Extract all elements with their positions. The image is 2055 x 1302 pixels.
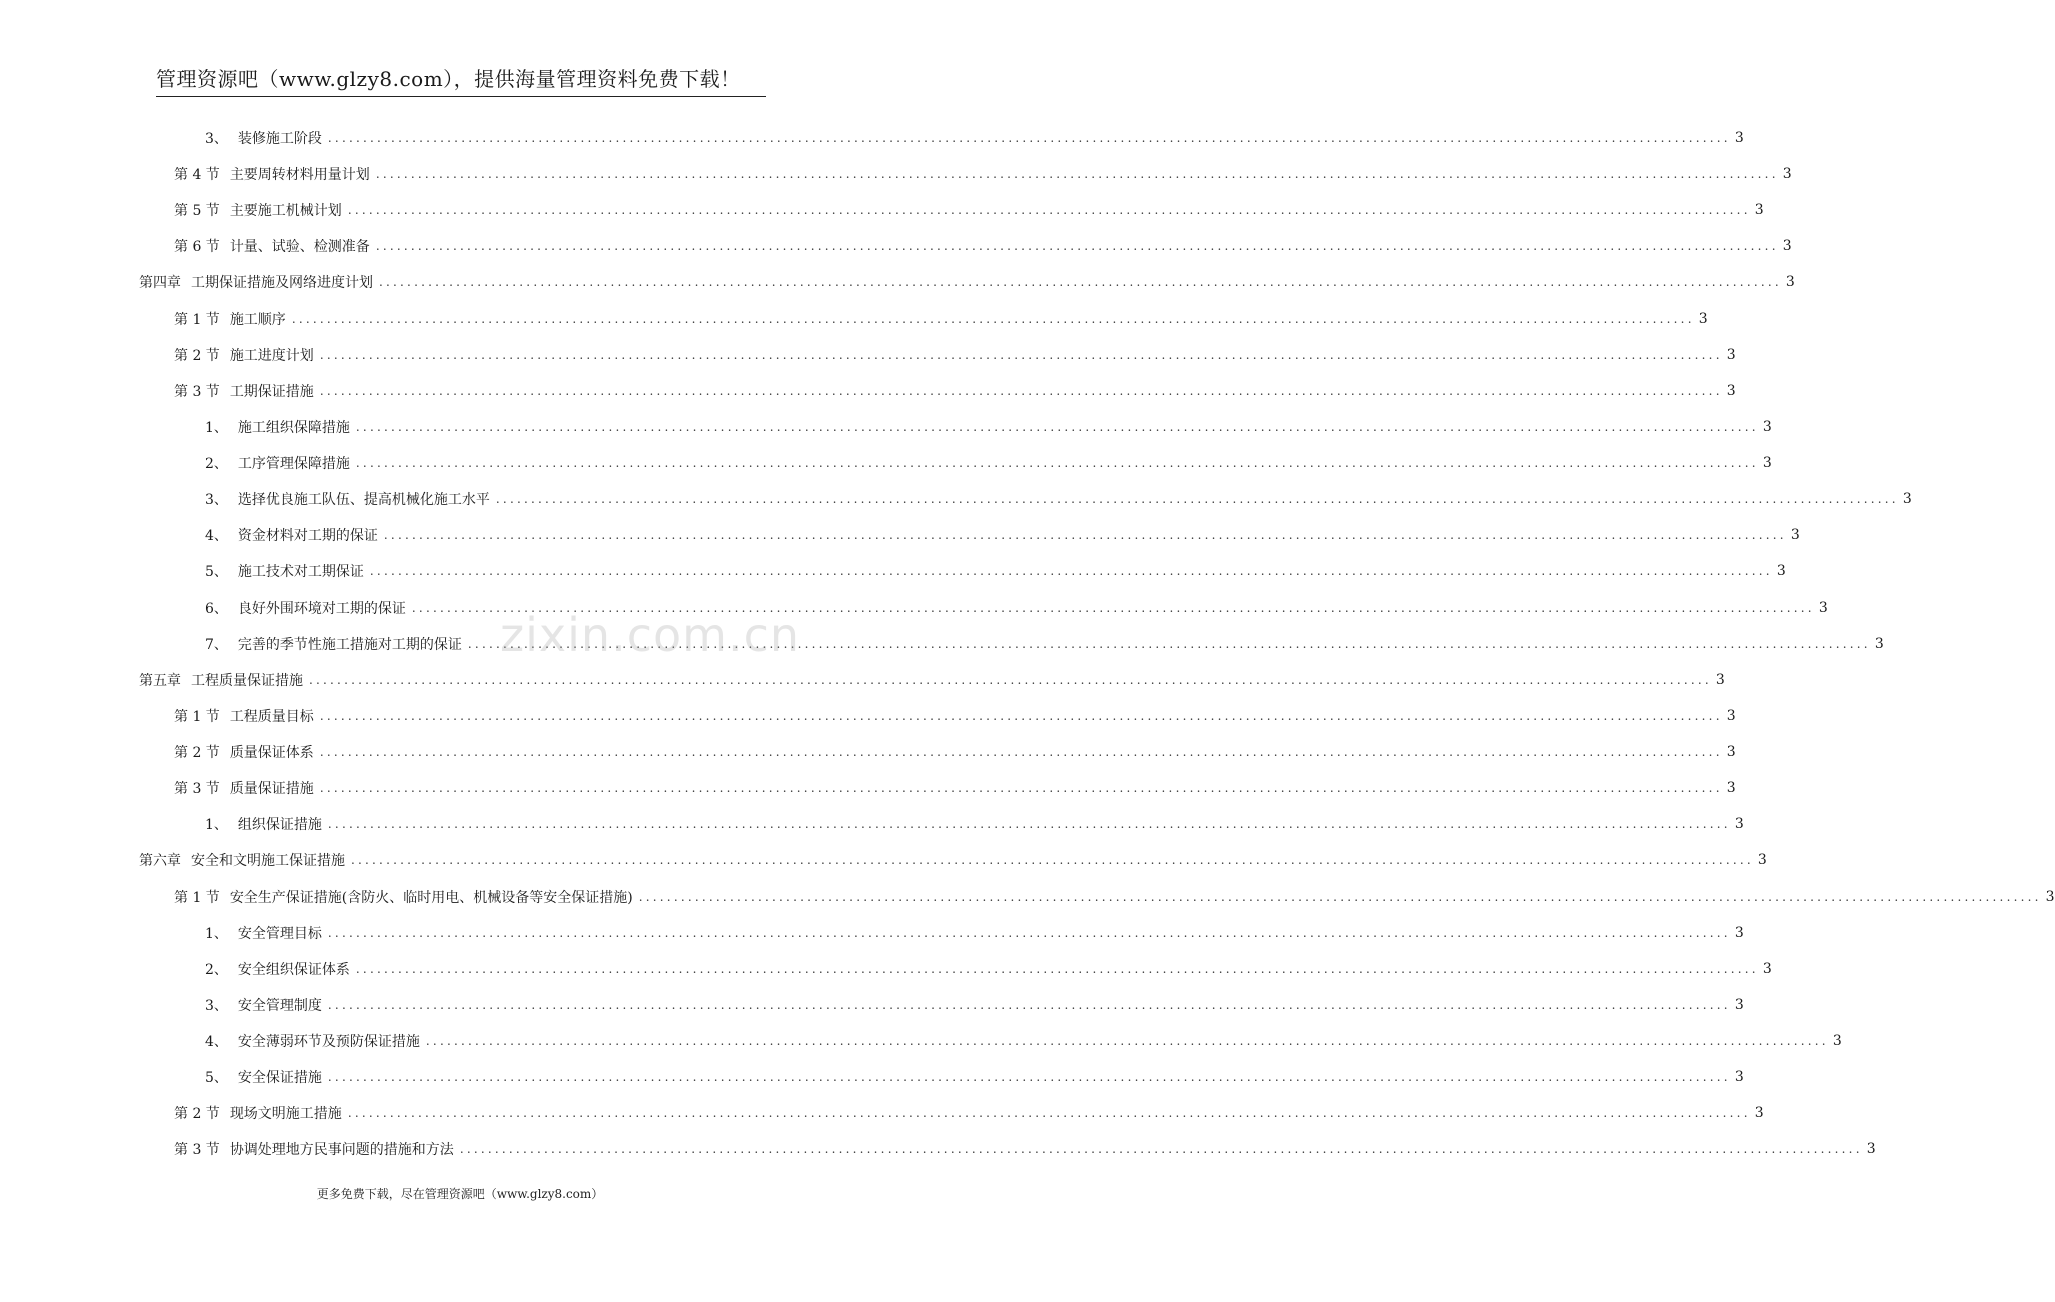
toc-entry-page: 3	[1734, 1069, 1744, 1086]
toc-entry-number: 5、	[205, 1070, 228, 1087]
toc-entry[interactable]	[0, 662, 1725, 698]
toc-entry-title: 主要施工机械计划	[229, 203, 342, 220]
toc-leader-dots: ........................................................................................................................................................................................................	[379, 275, 1782, 290]
toc-leader-dots: ........................................................................................................................................................................................................	[411, 600, 1815, 615]
toc-entry-number: 1、	[205, 419, 228, 436]
toc-entry-title: 安全组织保证体系	[237, 961, 350, 978]
toc-entry[interactable]	[0, 915, 1744, 951]
toc-entry-page: 3	[1785, 274, 1795, 291]
toc-entry-title: 施工进度计划	[229, 347, 314, 364]
toc-entry-title: 工期保证措施及网络进度计划	[191, 275, 373, 292]
toc-leader-dots: ........................................................................................................................................................................................................	[309, 672, 1712, 687]
toc-entry-title: 现场文明施工措施	[229, 1106, 342, 1123]
toc-leader-dots: ........................................................................................................................................................................................................	[459, 1142, 1863, 1157]
toc-entry-number: 7、	[205, 636, 228, 653]
toc-entry-page: 3	[1782, 238, 1792, 255]
toc-leader-dots: ........................................................................................................................................................................................................	[327, 817, 1731, 832]
toc-entry-number: 第 4 节	[174, 167, 220, 184]
toc-entry-page: 3	[1726, 382, 1736, 399]
toc-entry-page: 3	[1762, 455, 1772, 472]
toc-entry-number: 第 1 节	[174, 708, 220, 725]
toc-entry-number: 3、	[205, 997, 228, 1014]
toc-entry[interactable]	[0, 770, 1736, 806]
toc-leader-dots: ........................................................................................................................................................................................................	[375, 239, 1779, 254]
toc-entry-page: 3	[1726, 346, 1736, 363]
toc-entry-number: 第 6 节	[174, 239, 220, 256]
toc-leader-dots: ........................................................................................................................................................................................................	[467, 636, 1871, 651]
toc-entry-page: 3	[1734, 816, 1744, 833]
page-footer: 更多免费下载，尽在管理资源吧（www.glzy8.com）	[316, 1187, 604, 1201]
toc-entry-title: 质量保证体系	[229, 745, 314, 762]
toc-entry-page: 3	[1790, 527, 1800, 544]
toc-leader-dots: ........................................................................................................................................................................................................	[495, 492, 1899, 507]
toc-entry-number: 第六章	[139, 853, 181, 870]
toc-entry-number: 2、	[205, 961, 228, 978]
toc-entry[interactable]	[0, 373, 1736, 409]
toc-entry-number: 第 2 节	[174, 745, 220, 762]
toc-entry[interactable]	[0, 337, 1736, 373]
toc-leader-dots: ........................................................................................................................................................................................................	[351, 853, 1754, 868]
toc-entry-number: 4、	[205, 528, 228, 545]
toc-entry-page: 3	[1726, 744, 1736, 761]
toc-leader-dots: ........................................................................................................................................................................................................	[319, 708, 1723, 723]
toc-entry-page: 3	[1754, 1105, 1764, 1122]
toc-entry-title: 计量、试验、检测准备	[229, 239, 370, 256]
toc-entry-number: 6、	[205, 600, 228, 617]
toc-entry-page: 3	[1734, 996, 1744, 1013]
toc-entry[interactable]	[0, 734, 1736, 770]
toc-leader-dots: ........................................................................................................................................................................................................	[327, 925, 1731, 940]
toc-entry[interactable]	[0, 987, 1744, 1023]
toc-leader-dots: ........................................................................................................................................................................................................	[355, 419, 1759, 434]
toc-entry-title: 良好外围环境对工期的保证	[237, 600, 406, 617]
toc-leader-dots: ........................................................................................................................................................................................................	[291, 311, 1695, 326]
toc-entry-number: 第五章	[139, 672, 181, 689]
toc-entry-title: 施工技术对工期保证	[237, 564, 364, 581]
toc-entry[interactable]	[0, 409, 1772, 445]
toc-entry-page: 3	[1734, 924, 1744, 941]
toc-entry-page: 3	[1866, 1141, 1876, 1158]
toc-entry-page: 3	[1762, 960, 1772, 977]
toc-entry-number: 5、	[205, 564, 228, 581]
toc-entry-title: 工程质量保证措施	[191, 672, 303, 689]
toc-entry-title: 协调处理地方民事问题的措施和方法	[229, 1142, 454, 1159]
toc-entry[interactable]	[0, 806, 1744, 842]
toc-leader-dots: ........................................................................................................................................................................................................	[383, 528, 1787, 543]
toc-entry-title: 安全管理目标	[237, 925, 322, 942]
toc-entry[interactable]	[0, 264, 1795, 300]
toc-entry-title: 工期保证措施	[229, 383, 314, 400]
toc-entry[interactable]	[0, 842, 1767, 878]
toc-entry[interactable]	[0, 698, 1736, 734]
toc-entry[interactable]	[0, 1059, 1744, 1095]
toc-entry-page: 3	[1715, 671, 1725, 688]
toc-leader-dots: ........................................................................................................................................................................................................	[347, 203, 1751, 218]
toc-entry-number: 1、	[205, 817, 228, 834]
toc-entry-page: 3	[1902, 491, 1912, 508]
toc-entry-title: 组织保证措施	[237, 817, 322, 834]
toc-leader-dots: ........................................................................................................................................................................................................	[347, 1106, 1751, 1121]
toc-entry[interactable]	[0, 553, 1786, 589]
toc-leader-dots: ........................................................................................................................................................................................................	[425, 1034, 1829, 1048]
toc-entry-page: 3	[1762, 418, 1772, 435]
toc-entry-number: 第 2 节	[174, 347, 220, 364]
toc-entry-page: 3	[1818, 599, 1828, 616]
toc-entry-number: 2、	[205, 456, 228, 473]
toc-entry-title: 选择优良施工队伍、提高机械化施工水平	[237, 492, 490, 509]
toc-entry[interactable]	[0, 192, 1764, 228]
toc-entry[interactable]	[0, 120, 1744, 156]
toc-entry-page: 3	[1832, 1033, 1842, 1049]
toc-entry-title: 工程质量目标	[229, 708, 314, 725]
toc-entry-number: 第 3 节	[174, 781, 220, 798]
toc-leader-dots: ........................................................................................................................................................................................................	[355, 961, 1759, 976]
toc-entry-title: 安全薄弱环节及预防保证措施	[237, 1034, 420, 1050]
toc-entry[interactable]	[0, 228, 1792, 264]
toc-entry-page: 3	[1726, 707, 1736, 724]
toc-entry-page: 3	[2045, 888, 2055, 905]
toc-entry-title: 完善的季节性施工措施对工期的保证	[237, 636, 462, 653]
page-header	[156, 66, 766, 97]
toc-entry[interactable]	[0, 1023, 1842, 1059]
toc-entry-title: 质量保证措施	[229, 781, 314, 798]
toc-leader-dots: ........................................................................................................................................................................................................	[319, 383, 1723, 398]
toc-entry-number: 第四章	[139, 275, 181, 292]
toc-entry-title: 主要周转材料用量计划	[229, 167, 370, 184]
toc-entry-title: 装修施工阶段	[237, 131, 322, 147]
toc-entry[interactable]	[0, 301, 1708, 337]
toc-entry[interactable]	[0, 1131, 1876, 1167]
toc-entry-number: 第 3 节	[174, 1142, 220, 1159]
toc-entry[interactable]	[0, 156, 1792, 192]
header-title: 管理资源吧（www.glzy8.com），提供海量管理资料免费下载！	[156, 67, 741, 91]
toc-entry-number: 第 1 节	[174, 311, 220, 328]
toc-entry-page: 3	[1874, 635, 1884, 652]
toc-entry-title: 安全和文明施工保证措施	[191, 853, 345, 870]
toc-entry-page: 3	[1776, 563, 1786, 580]
toc-leader-dots: ........................................................................................................................................................................................................	[355, 456, 1759, 471]
toc-leader-dots: ........................................................................................................................................................................................................	[327, 1070, 1731, 1085]
toc-entry-number: 第 3 节	[174, 383, 220, 400]
toc-entry-title: 施工顺序	[229, 311, 286, 328]
toc-entry-number: 第 2 节	[174, 1106, 220, 1123]
toc-entry-page: 3	[1698, 310, 1708, 327]
toc-entry-page: 3	[1734, 130, 1744, 146]
toc-entry-number: 1、	[205, 925, 228, 942]
toc-entry[interactable]	[0, 517, 1800, 553]
toc-entry[interactable]	[0, 481, 1912, 517]
toc-entry-title: 安全生产保证措施(含防火、临时用电、机械设备等安全保证措施)	[229, 889, 633, 906]
toc-entry[interactable]	[0, 445, 1772, 481]
toc-entry-title: 资金材料对工期的保证	[237, 528, 378, 545]
toc-leader-dots: ........................................................................................................................................................................................................	[327, 997, 1731, 1012]
toc-leader-dots: ........................................................................................................................................................................................................	[319, 745, 1723, 760]
toc-entry-title: 施工组织保障措施	[237, 419, 350, 436]
toc-entry-title: 工序管理保障措施	[237, 456, 350, 473]
toc-leader-dots: ........................................................................................................................................................................................................	[319, 781, 1723, 796]
toc-entry-number: 4、	[205, 1034, 228, 1050]
toc-entry-number: 第 1 节	[174, 889, 220, 906]
toc-leader-dots: ........................................................................................................................................................................................................	[369, 564, 1773, 579]
toc-entry-number: 3、	[205, 492, 228, 509]
toc-entry[interactable]	[0, 879, 2055, 915]
toc-leader-dots: ........................................................................................................................................................................................................	[319, 347, 1723, 362]
toc-entry[interactable]	[0, 1095, 1764, 1131]
toc-entry-page: 3	[1782, 166, 1792, 183]
toc-entry-number: 3、	[205, 131, 228, 147]
toc-entry-title: 安全管理制度	[237, 997, 322, 1014]
toc-leader-dots: ........................................................................................................................................................................................................	[375, 167, 1779, 182]
toc-entry-number: 第 5 节	[174, 203, 220, 220]
toc-entry-page: 3	[1726, 780, 1736, 797]
toc-entry-title: 安全保证措施	[237, 1070, 322, 1087]
toc-leader-dots: ........................................................................................................................................................................................................	[638, 889, 2042, 904]
watermark: zixin.com.cn	[500, 608, 801, 662]
toc-entry[interactable]	[0, 951, 1772, 987]
toc-leader-dots: ........................................................................................................................................................................................................	[327, 131, 1731, 145]
toc-entry-page: 3	[1757, 852, 1767, 869]
toc-entry-page: 3	[1754, 202, 1764, 219]
